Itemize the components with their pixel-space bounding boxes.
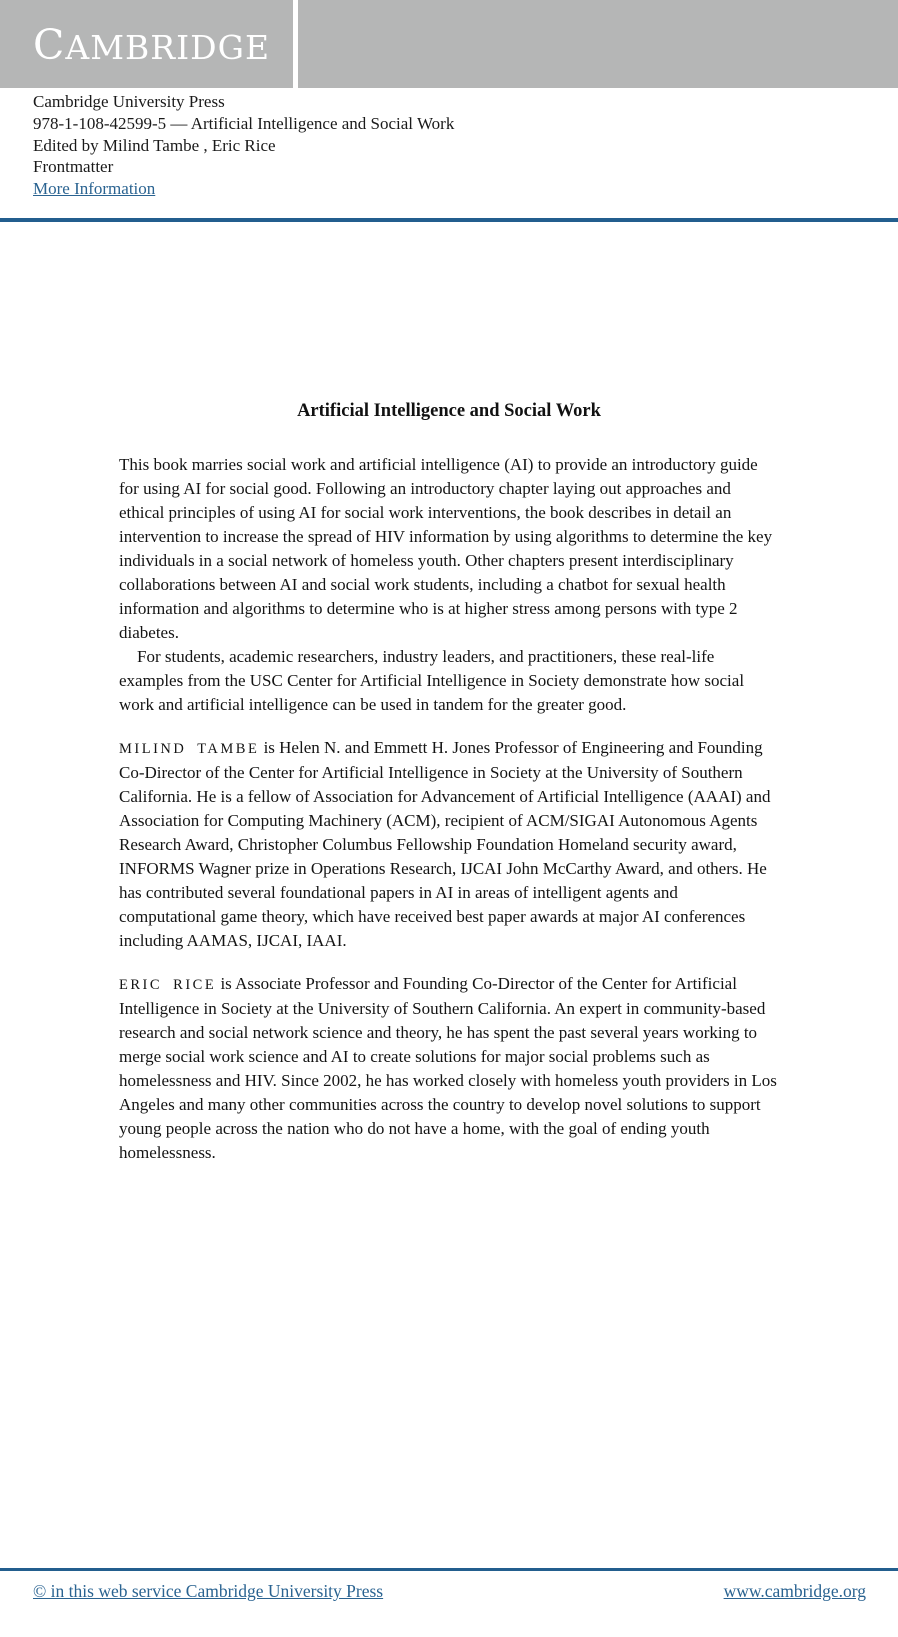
website-link[interactable]: www.cambridge.org <box>723 1581 866 1601</box>
author-name-rice: ERIC RICE <box>119 977 217 993</box>
copyright-link[interactable]: © in this web service Cambridge University Press <box>33 1581 384 1601</box>
cambridge-logo: CAMBRIDGE <box>33 21 271 69</box>
author-name-tambe: MILIND TAMBE <box>119 741 260 757</box>
author-bio-tambe <box>119 736 779 953</box>
author-bio-rice <box>119 972 779 1165</box>
section-line: Frontmatter <box>33 157 114 177</box>
cambridge-banner <box>0 0 898 88</box>
publisher-line: Cambridge University Press <box>33 92 225 111</box>
author-bio-tambe-text: is Helen N. and Emmett H. Jones Professor of Engineering and Founding Co-Director of the Center for Artificial Intelligence in Society at the University of Southern California. He is a fellow of Association for Advancement of Artificial Intelligence (AAAI) and Association for Computing Machinery (ACM), recipient of ACM/SIGAI Autonomous Agents Research Award, Christopher Columbus Fellowship Foundation Homeland security award, INFORMS Wagner prize in Operations Research, IJCAI John McCarthy Award, and others. He has contributed several foundational papers in AI in areas of intelligent agents and computational game theory, which have received best paper awards at major AI conferences including AAMAS, IJCAI, IAAI. <box>119 738 771 950</box>
book-description: This book marries social work and artificial intelligence (AI) to provide an introductory guide for using AI for social good. Following an introductory chapter laying out approaches and ethical principles of using AI for social work interventions, the book describes in detail an intervention to increase the spread of HIV information by using algorithms to determine the key individuals in a social network of homeless youth. Other chapters present interdisciplinary collaborations between AI and social work students, including a chatbot for sexual health information and algorithms to determine who is at higher stress among persons with type 2 diabetes. <box>119 455 773 642</box>
banner-divider <box>293 0 298 88</box>
editors-line: Edited by Milind Tambe , Eric Rice <box>33 135 276 155</box>
content-column <box>119 453 779 1165</box>
book-description-continued: For students, academic researchers, industry leaders, and practitioners, these real-life examples from the USC Center for Artificial Intelligence in Society demonstrate how social work and artificial intelligence can be used in tandem for the greater good. <box>119 647 745 714</box>
book-title: Artificial Intelligence and Social Work <box>297 401 601 421</box>
more-information-link[interactable]: More Information <box>33 179 156 199</box>
header-meta <box>33 91 454 200</box>
isbn-line: 978-1-108-42599-5 — Artificial Intelligence and Social Work <box>33 113 455 133</box>
author-bio-rice-text: is Associate Professor and Founding Co-Director of the Center for Artificial Intelligence in Society at the University of Southern California. An expert in community-based research and social network science and theory, he has spent the past several years working to merge social work science and AI to create solutions for major social problems such as homelessness and HIV. Since 2002, he has worked closely with homeless youth providers in Los Angeles and many other communities across the country to develop novel solutions to support young people across the nation who do not have a home, with the goal of ending youth homelessness. <box>119 974 777 1162</box>
header-rule <box>0 218 898 222</box>
footer-rule <box>0 1568 898 1571</box>
